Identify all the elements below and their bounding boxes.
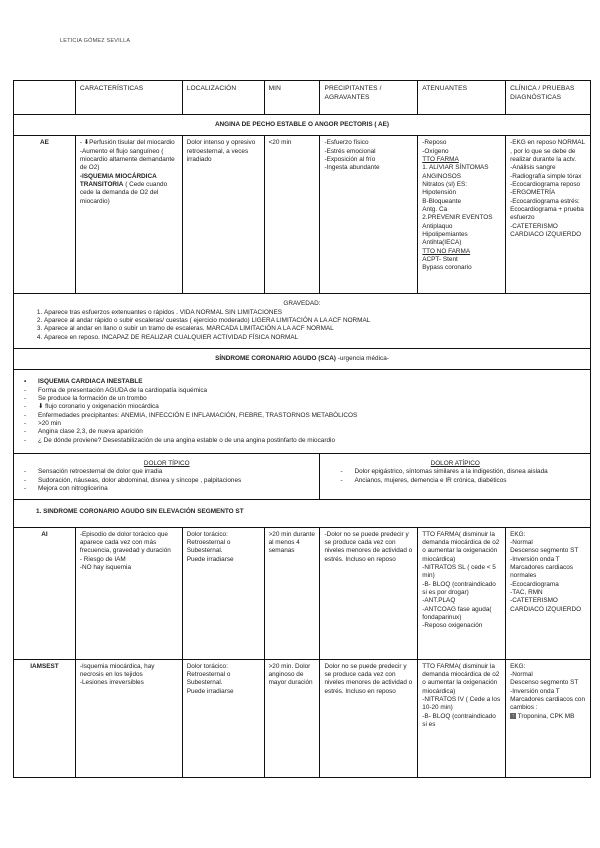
header-clinica: CLÍNICA / PRUEBAS DIAGNÓSTICAS — [506, 81, 591, 115]
gravedad-item: 4. Aparece en reposo. INCAPAZ DE REALIZAR CUALQUIER ACTIVIDAD FÍSICA NORMAL — [44, 334, 586, 342]
ai-atenuantes — [418, 527, 506, 659]
gravedad-title: GRAVEDAD: — [283, 300, 321, 308]
main-table — [13, 80, 591, 778]
dolor-atipico-item: - Ancianos, mujeres, demencia e IR crónica, diabéticos — [354, 477, 586, 485]
ai-min: >20 min durante al menos 4 semanas — [264, 527, 320, 659]
ae-at-line: 2.PREVENIR EVENTOS — [422, 214, 493, 222]
ae-at-line: -Oxígeno — [422, 147, 449, 155]
iamsest-at-line: TTO FARMA( disminuir la demanda miocárdica de o2 o aumentar la oxigenación miocárdica) — [422, 662, 500, 695]
ae-at-line: Hipolipemiantes — [422, 231, 468, 239]
ae-car-bold: -ISQUEMIA MIOCÁRDICA TRANSITORIA — [79, 172, 157, 189]
iamsest-cl-line: Descenso segmento ST — [510, 679, 579, 687]
ae-clinica — [506, 136, 591, 294]
ai-clinica — [506, 527, 591, 659]
isquemia-item: - Se produce la formación de un trombo — [38, 395, 586, 403]
ae-tto-farma: TTO FARMA — [422, 156, 459, 164]
ai-row — [14, 527, 591, 659]
ae-caracteristicas — [75, 136, 182, 294]
isquemia-title: ▪ ISQUEMIA CARDIACA INESTABLE — [38, 378, 586, 386]
iamsest-at-line: -B- BLOQ (contraindicado si es — [422, 712, 496, 728]
gravedad-item: 3. Aparece al andar en llano o subir un tramo de escaleras. MARCADA LIMITACIÓN A LA ACF NORMAL — [44, 325, 586, 333]
ae-at-line: Antiplaquo — [422, 222, 453, 230]
dolor-tipico-title: DOLOR TÍPICO — [143, 460, 190, 468]
header-localizacion: LOCALIZACIÓN — [182, 81, 264, 115]
iamsest-cl-line: Marcadores cardiacos con cambios : — [510, 696, 586, 712]
gravedad-cell — [14, 294, 591, 349]
section-angina-title: ANGINA DE PECHO ESTABLE O ANGOR PECTORIS ( AE) — [14, 115, 591, 136]
ai-car-line: - Riesgo de IAM — [79, 555, 126, 563]
ai-precipitantes: -Dolor no se puede predecir y se produce cada vez con niveles menores de actividad o estrés. Incluso en reposo — [320, 527, 418, 659]
gravedad-item: 2. Aparece al andar rápido o subir escaleras/ cuestas ( ejercicio moderado) LIGERA LIMITACIÓN A LA ACF NORMAL — [44, 317, 586, 325]
isquemia-item: - ⬇ flujo coronario y oxigenación miocárdica — [38, 403, 586, 411]
ae-at-line: Bypass coronario — [422, 264, 472, 272]
ae-car-bold-block — [80, 173, 178, 206]
iamsest-row — [14, 659, 591, 777]
ai-loc-line: Puede irradiarse — [186, 555, 234, 563]
ae-prec-line: -Exposición al frío — [324, 156, 376, 164]
ai-loc-line: Retroesternal o Subesternal. — [186, 539, 231, 555]
ai-at-line: TTO FARMA( disminuir la demanda miocárdica de o2 o aumentar la oxigenación miocárdica) — [422, 530, 500, 563]
isquemia-item: - ¿ De dónde proviene? Desestabilización de una angina estable o de una angina postinfarto de miocardio — [38, 437, 586, 445]
ai-cl-line: Descenso segmento ST — [510, 547, 579, 555]
ae-localizacion: Dolor intenso y opresivo retroesternal, a veces irradiado — [182, 136, 264, 294]
iamsest-caracteristicas — [75, 659, 182, 777]
iamsest-at-line: -NITRATOS IV ( Cede a los 10-20 min) — [422, 696, 501, 712]
ai-loc-line: Dolor torácico: — [186, 530, 228, 538]
ai-localizacion — [182, 527, 264, 659]
ae-car-line: - ⬇Perfusión tisular del miocardio — [79, 139, 175, 147]
iamsest-label: IAMSEST — [14, 659, 76, 777]
ae-at-line: 1. ALIVIAR SÍNTOMAS ANGINOSOS — [422, 164, 489, 180]
isquemia-item: - >20 min — [38, 420, 586, 428]
dolor-atipico-cell — [320, 454, 591, 500]
ai-car-line: -Episodio de dolor torácico que aparece cada vez con más frecuencia, gravedad y duración — [79, 530, 171, 555]
header-min: MIN — [264, 81, 320, 115]
ai-at-line: -NITRATOS SL ( cede < 5 min) — [422, 564, 496, 580]
ae-prec-line: -Esfuerzo físico — [324, 139, 369, 147]
section-angina-row — [14, 115, 591, 136]
ae-at-line: -Reposo — [422, 139, 447, 147]
ai-cl-line: -TAC, RMN — [510, 588, 543, 596]
dolor-tipico-item: - Mejora con nitroglicerina — [38, 485, 315, 493]
dolor-atipico-title: DOLOR ATÍPICO — [430, 460, 480, 468]
header-atenuantes: ATENUANTES — [418, 81, 506, 115]
isquemia-item: - Forma de presentación AGUDA de la cardiopatía isquémica — [38, 387, 586, 395]
ae-at-line: Nitratos (sl) ES: — [422, 181, 468, 189]
ai-at-line: -ANT.PLAQ — [422, 597, 456, 605]
ai-cl-line: EKG: — [510, 530, 526, 538]
ai-cl-line: -Inversión onda T — [510, 555, 560, 563]
section-sca-row — [14, 349, 591, 370]
section-sca-st-row — [14, 500, 591, 527]
ae-cl-line: -Radiografía simple tórax — [510, 172, 582, 180]
ai-cl-line: -CATETERISMO CARDIACO IZQUIERDO — [510, 597, 582, 613]
isquemia-item: - Angina clase 2,3, de nueva aparición — [38, 428, 586, 436]
iamsest-loc-line: Retroesternal o Subesternal. — [186, 671, 231, 687]
ae-cl-line: Ecocardiograma + prueba esfuerzo — [510, 206, 584, 222]
dolor-tipico-cell — [14, 454, 320, 500]
header-precipitantes: PRECIPITANTES / AGRAVANTES — [320, 81, 418, 115]
isquemia-row — [14, 370, 591, 454]
ae-atenuantes — [418, 136, 506, 294]
dolor-atipico-item: - Dolor epigástrico, síntomas similares a la indigestión, disnea aislada — [354, 468, 586, 476]
ai-cl-line: -Normal — [510, 539, 533, 547]
header-row — [14, 81, 591, 115]
ae-car-line: -Aumento el flujo sanguíneo ( miocardio altamente demandante de O2) — [79, 147, 175, 172]
ae-row — [14, 136, 591, 294]
iamsest-loc-line: Dolor torácico: — [186, 662, 228, 670]
iamsest-troponina: Troponina, CPK MB — [517, 712, 575, 720]
ae-at-line: ACPT- Stent — [422, 256, 458, 264]
ae-at-line: B-Bloqueante — [422, 197, 461, 205]
ae-car-tail: ( Cede cuando cede la demanda de O2 del miocardio) — [79, 181, 168, 205]
iamsest-cl-line: -Inversión onda T — [510, 687, 560, 695]
isquemia-list — [18, 378, 586, 445]
iamsest-atenuantes — [418, 659, 506, 777]
dolor-tipico-item: - Sudoración, náuseas, dolor abdominal, disnea y síncope , palpitaciones — [38, 477, 315, 485]
ai-at-line: -B- BLOQ (contraindicado si es por drogar) — [422, 580, 496, 596]
section-sca-suffix: -urgencia médica- — [335, 355, 389, 363]
dolor-tipico-item: - Sensación retroesternal de dolor que irradia — [38, 468, 315, 476]
ai-at-line: -Reposo oxigenación — [422, 622, 483, 630]
isquemia-item: - Enfermedades precipitantes: ANEMIA, INFECCIÓN E INFLAMACIÓN, FIEBRE, TRASTORNOS METABÓLICOS — [38, 412, 586, 420]
gravedad-list — [18, 309, 586, 342]
ae-min: <20 min — [264, 136, 320, 294]
iamsest-loc-line: Puede irradiarse — [186, 687, 234, 695]
dolor-atipico-list — [324, 468, 586, 485]
ae-at-line: Hipotensión — [422, 189, 457, 197]
gravedad-row — [14, 294, 591, 349]
ai-cl-line: -Ecocardiograma — [510, 580, 559, 588]
ae-precipitantes — [320, 136, 418, 294]
ae-at-line: Antihta(IECA) — [422, 239, 462, 247]
ae-cl-line: -CATETERISMO CARDIACO IZQUIERDO — [510, 222, 582, 239]
iamsest-clinica — [506, 659, 591, 777]
iamsest-localizacion — [182, 659, 264, 777]
ae-cl-line: -Ecocardiograma reposo — [510, 181, 581, 189]
iamsest-cl-line: -Normal — [510, 671, 533, 679]
arrow-up-icon: ↑ — [511, 712, 515, 719]
iamsest-min: >20 min. Dolor anginoso de mayor duración — [264, 659, 320, 777]
ai-cl-line: Marcadores cardiacos normales — [510, 564, 573, 580]
ae-cl-line: -Ecocardiograma estrés: — [510, 197, 580, 205]
gravedad-item: 1. Aparece tras esfuerzos extenuantes o rápidos . VIDA NORMAL SIN LIMITACIONES — [44, 309, 586, 317]
isquemia-cell — [14, 370, 591, 454]
header-caracteristicas: CARACTERÍSTICAS — [75, 81, 182, 115]
ae-at-line: Antg. Ca — [422, 206, 448, 214]
dolor-row — [14, 454, 591, 500]
section-sca — [14, 349, 591, 370]
iamsest-precipitantes: Dolor no se puede predecir y se produce cada vez con niveles menores de actividad o estrés. Incluso en reposo — [320, 659, 418, 777]
header-empty — [14, 81, 76, 115]
ae-cl-line: -EKG en reposo NORMAL , por lo que se debe de realizar durante la actv. — [510, 139, 585, 164]
ae-tto-no-farma: TTO NO FARMA — [422, 247, 471, 255]
ae-label: AE — [14, 136, 76, 294]
ai-label: AI — [14, 527, 76, 659]
iamsest-troponina-line — [510, 713, 586, 721]
ae-prec-line: -Ingesta abundante — [324, 164, 380, 172]
ae-prec-line: -Estrés emocional — [324, 147, 376, 155]
ai-car-line: -NO hay isquemia — [79, 564, 132, 571]
ae-cl-line: -ERGOMETRÍA — [510, 189, 556, 197]
ae-cl-line: -Análisis sangre — [510, 164, 556, 172]
section-sca-st: 1. SINDROME CORONARIO AGUDO SIN ELEVACIÓN SEGMENTO ST — [14, 500, 591, 527]
iamsest-car-line: -Lesiones irreversibles — [79, 679, 144, 687]
ai-caracteristicas — [75, 527, 182, 659]
dolor-tipico-list — [18, 468, 315, 493]
author-name: LETICIA GÓMEZ SEVILLA — [60, 38, 131, 44]
ai-at-line: -ANTCOAG fase aguda( fondaparinux) — [422, 605, 492, 621]
iamsest-car-line: -Isquemia miocárdica, hay necrosis en los tejidos — [79, 662, 155, 679]
section-sca-title: SÍNDROME CORONARIO AGUDO (SCA) — [215, 355, 336, 363]
iamsest-cl-line: EKG: — [510, 662, 526, 670]
